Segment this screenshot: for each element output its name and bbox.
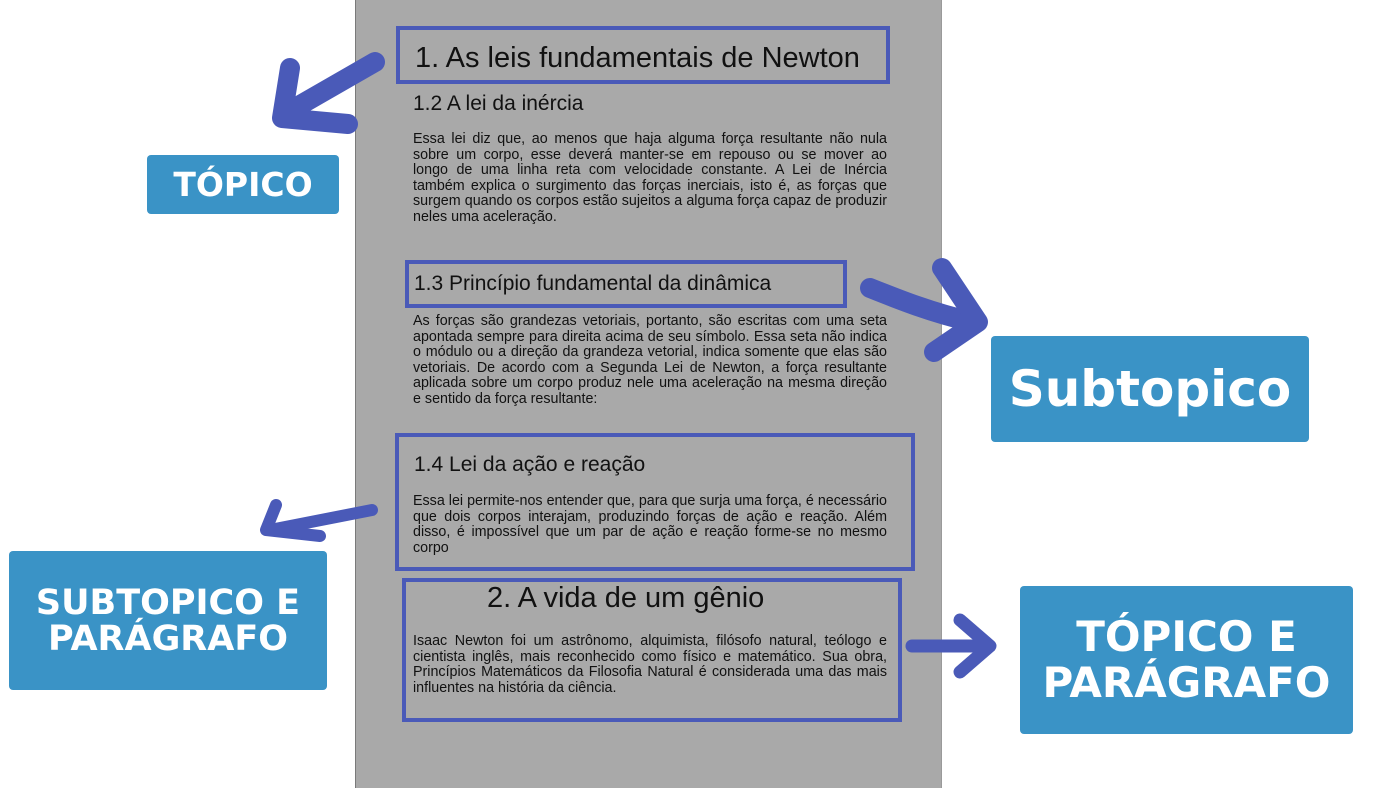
- paragraph-genius-life: Isaac Newton foi um astrônomo, alquimista, filósofo natural, teólogo e cientista inglês, mais reconhecido como físico e matemático. Sua obra, Princípios Matemáticos da Filosofia Natural é considerada uma das mais influentes na história da ciência.: [413, 633, 887, 696]
- label-topico-paragrafo: TÓPICO E PARÁGRAFO: [1020, 586, 1353, 734]
- paragraph-action-reaction: Essa lei permite-nos entender que, para que surja uma força, é necessário que dois corpos interajam, produzindo forças de ação e reação. Além disso, é impossível que um par de ação e reação forme-se no mesmo corpo: [413, 493, 887, 556]
- label-subtopico-paragrafo: SUBTOPICO E PARÁGRAFO: [9, 551, 327, 690]
- heading-newton-laws: 1. As leis fundamentais de Newton: [415, 42, 860, 74]
- subheading-dynamics: 1.3 Princípio fundamental da dinâmica: [414, 272, 772, 295]
- label-subtopico: Subtopico: [991, 336, 1309, 442]
- subheading-inertia: 1.2 A lei da inércia: [413, 92, 584, 115]
- paragraph-inertia: Essa lei diz que, ao menos que haja alguma força resultante não nula sobre um corpo, esse deverá manter-se em repouso ou se mover ao longo de uma linha reta com velocidade constante. A Lei de Inércia também explica o surgimento das forças inerciais, isto é, as forças que surgem quando os corpos estão sujeitos a alguma força capaz de produzir neles uma aceleração.: [413, 131, 887, 225]
- paragraph-dynamics: As forças são grandezas vetoriais, portanto, são escritas com uma seta apontada sempre para direita acima de seu símbolo. Essa seta não indica o módulo ou a direção da grandeza vetorial, indica somente que elas são vetoriais. De acordo com a Segunda Lei de Newton, a força resultante aplicada sobre um corpo produz nele uma aceleração na mesma direção e sentido da força resultante:: [413, 313, 887, 407]
- heading-genius-life: 2. A vida de um gênio: [487, 582, 765, 614]
- label-topico: TÓPICO: [147, 155, 339, 214]
- subheading-action-reaction: 1.4 Lei da ação e reação: [414, 453, 646, 476]
